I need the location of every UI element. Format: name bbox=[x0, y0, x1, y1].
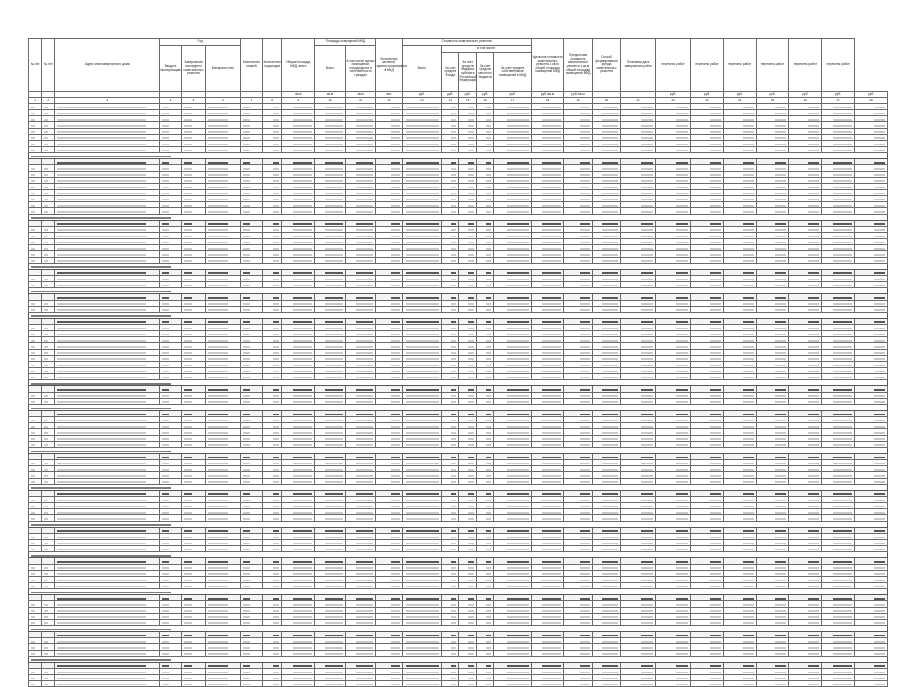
col-floors: Количество этажей bbox=[240, 39, 262, 92]
table-cell bbox=[205, 681, 240, 687]
table-header bbox=[29, 39, 888, 104]
column-number: 11 bbox=[345, 98, 376, 104]
table-cell bbox=[822, 681, 855, 687]
table-row bbox=[29, 681, 888, 687]
table-cell bbox=[756, 681, 789, 687]
table-cell bbox=[476, 681, 493, 687]
table-cell bbox=[181, 681, 205, 687]
column-number: 5 bbox=[181, 98, 205, 104]
column-number: 17 bbox=[494, 98, 531, 104]
col-last-repair: Завершения последнего капитального ремонта bbox=[181, 46, 205, 92]
column-number: 16 bbox=[476, 98, 493, 104]
column-number: 21 bbox=[621, 98, 656, 104]
col-way: Способ формирования фонда капитального ремонта bbox=[592, 39, 620, 92]
table-cell bbox=[691, 681, 724, 687]
column-number: 13 bbox=[402, 98, 441, 104]
table-cell bbox=[494, 681, 531, 687]
unit: руб./кв.м bbox=[564, 92, 592, 98]
table-cell bbox=[564, 681, 592, 687]
column-number: 6 bbox=[205, 98, 240, 104]
col-work-5: перечень работ bbox=[789, 39, 822, 92]
unit: руб. bbox=[756, 92, 789, 98]
table-cell bbox=[376, 681, 402, 687]
table-cell bbox=[723, 681, 756, 687]
col-max-cost: Предельная стоимость капитального ремонта 1 кв.м общей площади помещений МКД bbox=[564, 39, 592, 92]
table-cell bbox=[240, 681, 262, 687]
unit: руб. bbox=[855, 92, 888, 98]
table-cell bbox=[42, 681, 55, 687]
column-number: 27 bbox=[822, 98, 855, 104]
table-cell bbox=[459, 681, 476, 687]
col-num: № п/п bbox=[29, 39, 42, 92]
column-number: 19 bbox=[564, 98, 592, 104]
table-cell bbox=[855, 681, 888, 687]
col-commission: Ввода в эксплуатацию bbox=[160, 46, 182, 92]
table-cell bbox=[315, 681, 346, 687]
unit: руб. bbox=[656, 92, 691, 98]
unit: чел. bbox=[376, 92, 402, 98]
unit: руб. bbox=[822, 92, 855, 98]
unit: руб. bbox=[691, 92, 724, 98]
col-cost-fed: За счет средств Фонда bbox=[442, 53, 459, 92]
table-cell bbox=[55, 681, 160, 687]
col-work-6: перечень работ bbox=[822, 39, 855, 92]
capital-repair-table bbox=[28, 38, 888, 687]
col-plan-date: Плановая дата завершения работ bbox=[621, 39, 656, 92]
column-number: 14 bbox=[442, 98, 459, 104]
unit: кв.м bbox=[282, 92, 315, 98]
col-address: Адрес многоквартирного дома bbox=[55, 39, 160, 92]
unit: кв.м bbox=[315, 92, 346, 98]
column-number: 9 bbox=[282, 98, 315, 104]
table-cell bbox=[282, 681, 315, 687]
col-cost-subj: За счет средств бюджета субъекта Российской Федерации bbox=[459, 53, 476, 92]
area-group-header: Площадь помещений МКД bbox=[315, 39, 376, 46]
col-specific-cost: Удельная стоимость капитального ремонта 1 кв.м общей площади помещений МКД bbox=[531, 39, 564, 92]
col-wall: Материал стен bbox=[205, 46, 240, 92]
table-cell bbox=[29, 681, 42, 687]
column-number: 18 bbox=[531, 98, 564, 104]
col-area-all: Всего bbox=[315, 46, 346, 92]
column-number: 8 bbox=[262, 98, 282, 104]
column-number: 15 bbox=[459, 98, 476, 104]
table-cell bbox=[262, 681, 282, 687]
table-cell bbox=[160, 681, 182, 687]
unit: руб. bbox=[789, 92, 822, 98]
cost-group-header: Стоимость капитального ремонта bbox=[402, 39, 531, 46]
col-work-3: перечень работ bbox=[723, 39, 756, 92]
table-body bbox=[29, 104, 888, 687]
unit: руб. bbox=[494, 92, 531, 98]
incl-subheader: в том числе: bbox=[442, 46, 532, 53]
repair-program-table bbox=[28, 38, 888, 687]
unit: руб./кв.м bbox=[531, 92, 564, 98]
col-entrances: Количество подъездов bbox=[262, 39, 282, 92]
unit: руб. bbox=[723, 92, 756, 98]
column-number: 10 bbox=[315, 98, 346, 104]
col-work-4: перечень работ bbox=[756, 39, 789, 92]
col-cost-all: Всего bbox=[402, 46, 441, 92]
unit: руб. bbox=[459, 92, 476, 98]
col-num2: № п/п bbox=[42, 39, 55, 92]
column-number: 1 bbox=[29, 98, 42, 104]
column-number: 22 bbox=[656, 98, 691, 104]
table-cell bbox=[789, 681, 822, 687]
col-total-area: Общая площадь МКД, всего bbox=[282, 39, 315, 92]
table-cell bbox=[592, 681, 620, 687]
col-work-2: перечень работ bbox=[691, 39, 724, 92]
table-cell bbox=[442, 681, 459, 687]
column-number: 7 bbox=[240, 98, 262, 104]
column-number: 24 bbox=[723, 98, 756, 104]
unit: руб. bbox=[476, 92, 493, 98]
column-number: 3 bbox=[55, 98, 160, 104]
table-cell bbox=[345, 681, 376, 687]
unit: кв.м bbox=[345, 92, 376, 98]
col-cost-mun: За счет средств местного бюджета bbox=[476, 53, 493, 92]
table-cell bbox=[656, 681, 691, 687]
column-number: 2 bbox=[42, 98, 55, 104]
col-residents: Количество жителей, зарегистрированных в МКД bbox=[376, 39, 402, 92]
col-work-1: перечень работ bbox=[656, 39, 691, 92]
table-cell bbox=[621, 681, 656, 687]
col-cost-own: За счет средств собственников помещений в МКД bbox=[494, 53, 531, 92]
column-number: 4 bbox=[160, 98, 182, 104]
unit: руб. bbox=[442, 92, 459, 98]
table-cell bbox=[531, 681, 564, 687]
column-number: 28 bbox=[855, 98, 888, 104]
column-number: 20 bbox=[592, 98, 620, 104]
column-number: 23 bbox=[691, 98, 724, 104]
column-number: 26 bbox=[789, 98, 822, 104]
year-group-header: Год bbox=[160, 39, 241, 46]
unit: руб. bbox=[402, 92, 441, 98]
column-number: 12 bbox=[376, 98, 402, 104]
column-number: 25 bbox=[756, 98, 789, 104]
table-cell bbox=[402, 681, 441, 687]
col-area-res: в том числе жилых помещений, находящихся в собственности граждан bbox=[345, 46, 376, 92]
